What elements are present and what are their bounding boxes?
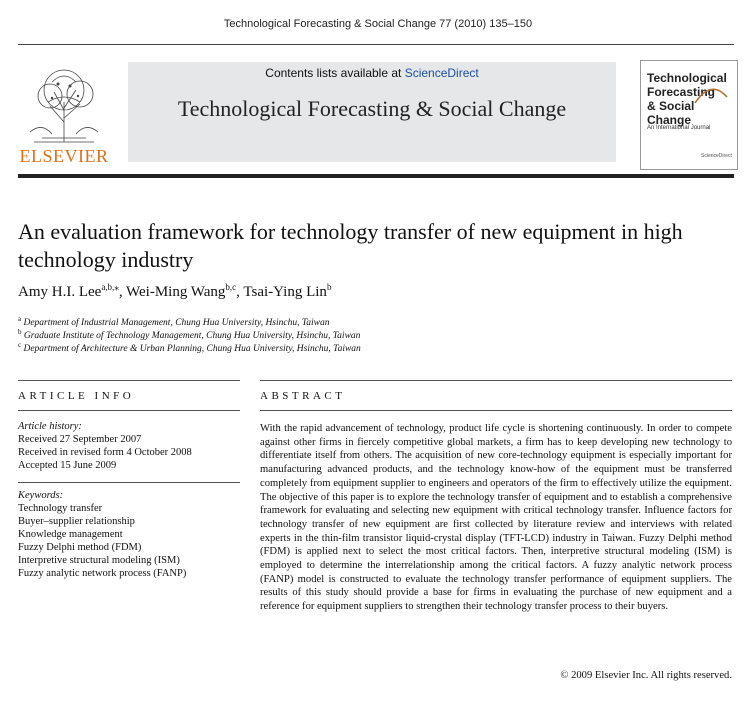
author-name: Amy H.I. Lee [18, 284, 102, 300]
affiliation: $^a$ Department of Industrial Management, Chung Hua University, Hsinchu, Taiwan [18, 315, 330, 329]
keywords-rule [18, 482, 240, 483]
article-info-top-rule [18, 380, 240, 381]
article-history-label: Article history: [18, 421, 82, 432]
cover-title: Technological Forecasting & Social Change [647, 71, 727, 127]
elsevier-wordmark: ELSEVIER [19, 146, 109, 166]
abstract-rule [260, 410, 732, 411]
history-accepted: Accepted 15 June 2009 [18, 460, 117, 471]
keyword-item: Interpretive structural modeling (ISM) [18, 555, 180, 566]
history-revised: Received in revised form 4 October 2008 [18, 447, 192, 458]
abstract-heading: ABSTRACT [260, 390, 346, 402]
journal-banner [128, 62, 616, 162]
affiliation: $^b$ Graduate Institute of Technology Management, Chung Hua University, Hsinchu, Taiwan [18, 328, 361, 342]
cover-sciencedirect-logo: ScienceDirect [701, 153, 732, 159]
keyword-item: Fuzzy Delphi method (FDM) [18, 542, 142, 553]
contents-line [128, 66, 616, 80]
keyword-item: Buyer–supplier relationship [18, 516, 135, 527]
elsevier-logo [18, 62, 110, 166]
history-received: Received 27 September 2007 [18, 434, 142, 445]
author-name: Tsai-Ying Lin [243, 284, 327, 300]
corresponding-author-mark[interactable]: ⁎ [114, 282, 119, 292]
affiliation: $^c$ Department of Architecture & Urban Planning, Chung Hua University, Hsinchu, Taiwan [18, 341, 361, 355]
journal-citation: Technological Forecasting & Social Change 77 (2010) 135–150 [223, 18, 533, 30]
author-affiliation-marks[interactable]: a,b, [101, 282, 115, 292]
article-info-rule [18, 410, 240, 411]
abstract-body: With the rapid advancement of technology, product life cycle is shortening continuously. In order to compete against other firms in fiercely competitive global markets, a firm has to keep developing new technology to differentiate itself from others. The acquisition of new core-technology equipment is especially important for manufacturing advanced products, and the technology know-how of the equipment must be transferred completely from equipment supplier to engineers and operators of the firm to effectively utilize the equipment. The objective of this paper is to explore the technology transfer of equipment and to establish a comprehensive framework for evaluating and selecting new equipment with critical technology transfer. Influence factors for technology transfer of new equipment are first collected by literature review and interviews with related experts in the thin-film transistor liquid-crystal display (TFT-LCD) industry in Taiwan. Fuzzy Delphi method (FDM) is applied next to select the most critical factors. Then, interpretive structural modeling (ISM) is employed to determine the interrelationship among the critical factors. A fuzzy analytic network process (FANP) model is constructed to evaluate the technology transfer performance of equipment suppliers. The results of this study should provide a base for firms in evaluating the purchase of new equipment and a reference for equipment suppliers to strengthen their technology transfer process to their buyers. [260, 423, 732, 613]
article-history [18, 420, 238, 472]
article-info-heading: ARTICLE INFO [18, 390, 135, 402]
author-affiliation-marks[interactable]: b [326, 282, 332, 292]
copyright-notice: © 2009 Elsevier Inc. All rights reserved. [560, 670, 732, 681]
sciencedirect-link[interactable]: ScienceDirect [404, 66, 479, 80]
keywords-label: Keywords: [18, 490, 64, 501]
cover-swirl-icon [693, 83, 729, 109]
keywords-block [18, 489, 238, 580]
keyword-item: Fuzzy analytic network process (FANP) [18, 568, 187, 579]
paper-title: An evaluation framework for technology transfer of new equipment in high technology industry [18, 219, 683, 272]
elsevier-tree-icon [22, 62, 106, 146]
author-name: Wei-Ming Wang [126, 284, 226, 300]
abstract-top-rule [260, 380, 732, 381]
journal-cover [640, 60, 738, 170]
cover-subtitle: An International Journal [647, 125, 711, 131]
keyword-item: Knowledge management [18, 529, 123, 540]
header-divider [18, 44, 734, 45]
journal-title: Technological Forecasting & Social Change [177, 96, 567, 121]
author-list: Amy H.I. Lee$^{a,b,⁎}$, Wei-Ming Wang$^{b,c}$, Tsai-Ying Lin$^b$ [18, 282, 332, 300]
author-affiliation-marks[interactable]: b,c [225, 282, 237, 292]
contents-prefix: Contents lists available at [265, 66, 405, 80]
keyword-item: Technology transfer [18, 503, 103, 514]
header-thick-divider [18, 174, 734, 178]
